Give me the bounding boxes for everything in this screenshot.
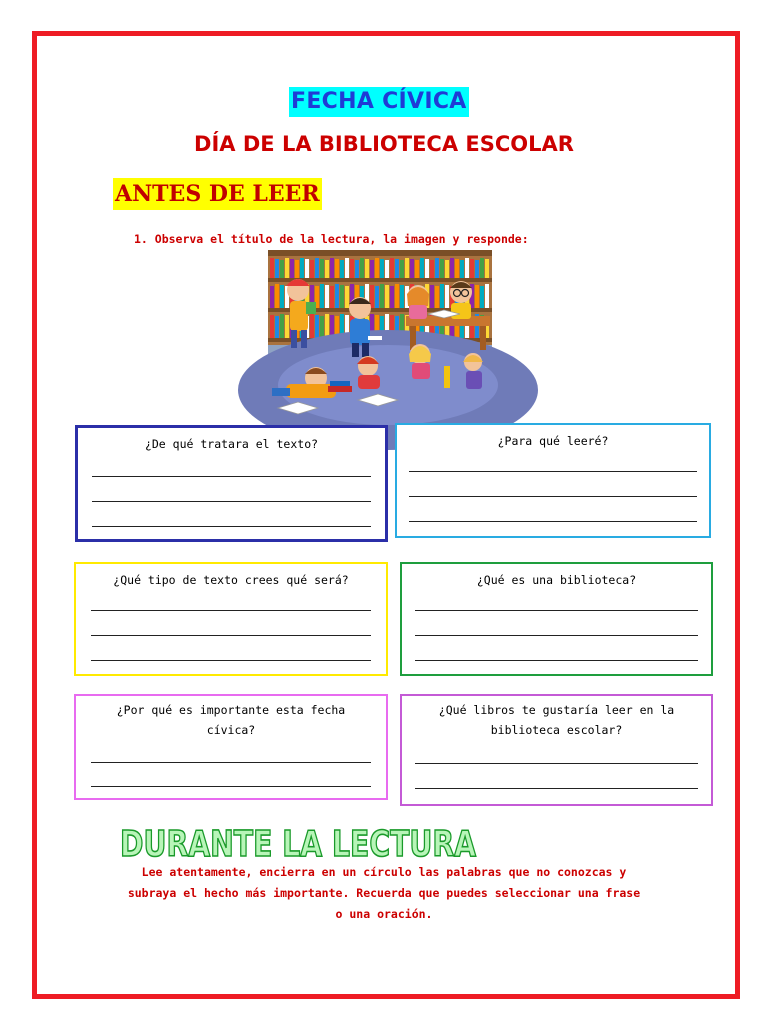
- book-spine: [320, 284, 324, 308]
- page-title: DÍA DE LA BIBLIOTECA ESCOLAR: [194, 132, 574, 156]
- book-spine: [430, 285, 434, 308]
- book-spine: [340, 260, 344, 278]
- book-spine: [370, 285, 374, 308]
- book-spine: [375, 258, 379, 278]
- book-spine: [385, 260, 389, 278]
- book-spine: [275, 316, 279, 338]
- book-spine: [440, 284, 444, 308]
- question-text: ¿De qué tratara el texto?: [144, 437, 319, 451]
- during-instruction-line: subraya el hecho más importante. Recuerda que puedes seleccionar una frase: [127, 886, 641, 900]
- book-spine: [395, 259, 399, 278]
- book-spine: [280, 314, 284, 338]
- book-spine: [480, 258, 484, 278]
- book-spine: [390, 258, 394, 278]
- during-instruction-line: Lee atentamente, encierra en un círculo las palabras que no conozcas y: [141, 865, 627, 879]
- book-spine: [300, 258, 304, 278]
- durante-la-lectura-heading: [118, 818, 480, 864]
- book-spine: [460, 260, 464, 278]
- question-box: [75, 425, 388, 542]
- answer-line[interactable]: [415, 635, 698, 636]
- book-spine: [270, 315, 274, 338]
- answer-line[interactable]: [415, 610, 698, 611]
- book-spine: [440, 259, 444, 278]
- question-box: [395, 423, 711, 538]
- book-spine: [430, 260, 434, 278]
- book-spine: [290, 259, 294, 278]
- book-spine: [320, 316, 324, 338]
- answer-line[interactable]: [92, 501, 371, 502]
- book-spine: [425, 259, 429, 278]
- answer-line[interactable]: [91, 635, 371, 636]
- book-spine: [380, 284, 384, 308]
- book-spine: [345, 258, 349, 278]
- question-box: [74, 694, 388, 800]
- question-text-line-2: cívica?: [206, 723, 256, 737]
- book-spine: [310, 260, 314, 278]
- book-spine: [330, 258, 334, 278]
- book-spine: [380, 259, 384, 278]
- book-spine: [275, 259, 279, 278]
- book-spine: [280, 285, 284, 308]
- question-box: [400, 562, 713, 676]
- question-text-line-1: ¿Qué libros te gustaría leer en la: [438, 703, 675, 717]
- book-spine: [465, 258, 469, 278]
- book-spine: [385, 285, 389, 308]
- book-spine: [365, 259, 369, 278]
- during-instruction: [110, 862, 658, 925]
- question-text: ¿Qué es una biblioteca?: [476, 573, 637, 587]
- book-spine: [350, 259, 354, 278]
- book-spine: [310, 314, 314, 338]
- answer-line[interactable]: [91, 762, 371, 763]
- during-instruction-line: o una oración.: [335, 907, 433, 921]
- answer-line[interactable]: [92, 526, 371, 527]
- book-spine: [285, 315, 289, 338]
- answer-line[interactable]: [92, 476, 371, 477]
- antes-de-leer-heading: ANTES DE LEER: [113, 178, 322, 210]
- book-spine: [355, 260, 359, 278]
- book-spine: [475, 285, 479, 308]
- book-spine: [455, 259, 459, 278]
- book-spine: [320, 259, 324, 278]
- book-spine: [315, 258, 319, 278]
- book-spine: [335, 259, 339, 278]
- book-spine: [470, 259, 474, 278]
- question-text: ¿Para qué leeré?: [497, 434, 609, 448]
- answer-line[interactable]: [409, 496, 697, 497]
- library-children-illustration: [268, 250, 492, 422]
- book-spine: [400, 260, 404, 278]
- durante-heading-text: DURANTE LA LECTURA: [120, 824, 477, 865]
- book-spine: [325, 314, 329, 338]
- book-spine: [435, 258, 439, 278]
- answer-line[interactable]: [415, 788, 698, 789]
- book-spine: [480, 286, 484, 308]
- book-spine: [370, 260, 374, 278]
- book-spine: [390, 286, 394, 308]
- book-spine: [325, 260, 329, 278]
- answer-line[interactable]: [415, 763, 698, 764]
- book-spine: [415, 260, 419, 278]
- question-box: [400, 694, 713, 806]
- answer-line[interactable]: [91, 610, 371, 611]
- book-spine: [295, 260, 299, 278]
- question-text-line-2: biblioteca escolar?: [490, 723, 623, 737]
- question-box: [74, 562, 388, 676]
- answer-line[interactable]: [415, 660, 698, 661]
- book-spine: [315, 315, 319, 338]
- book-spine: [330, 286, 334, 308]
- book-spine: [305, 259, 309, 278]
- book-spine: [375, 286, 379, 308]
- book-spine: [280, 260, 284, 278]
- book-spine: [400, 285, 404, 308]
- book-spine: [360, 258, 364, 278]
- book-spine: [270, 286, 274, 308]
- book-spine: [325, 285, 329, 308]
- answer-line[interactable]: [409, 521, 697, 522]
- book-spine: [395, 284, 399, 308]
- answer-line[interactable]: [409, 471, 697, 472]
- book-spine: [475, 260, 479, 278]
- book-spine: [435, 286, 439, 308]
- book-spine: [270, 258, 274, 278]
- fecha-civica-label: FECHA CÍVICA: [289, 87, 469, 117]
- before-instruction: 1. Observa el título de la lectura, la imagen y responde:: [134, 232, 529, 246]
- book-spine: [445, 285, 449, 308]
- question-text-line-1: ¿Por qué es importante esta fecha: [116, 703, 346, 717]
- answer-line[interactable]: [91, 786, 371, 787]
- answer-line[interactable]: [91, 660, 371, 661]
- book-spine: [450, 258, 454, 278]
- book-spine: [275, 284, 279, 308]
- book-spine: [335, 284, 339, 308]
- book-spine: [340, 285, 344, 308]
- book-spine: [445, 260, 449, 278]
- book-spine: [485, 284, 489, 308]
- book-spine: [405, 258, 409, 278]
- book-spine: [420, 258, 424, 278]
- book-spine: [285, 258, 289, 278]
- book-spine: [345, 286, 349, 308]
- question-text: ¿Qué tipo de texto crees qué será?: [113, 573, 349, 587]
- book-spine: [410, 259, 414, 278]
- book-spine: [485, 259, 489, 278]
